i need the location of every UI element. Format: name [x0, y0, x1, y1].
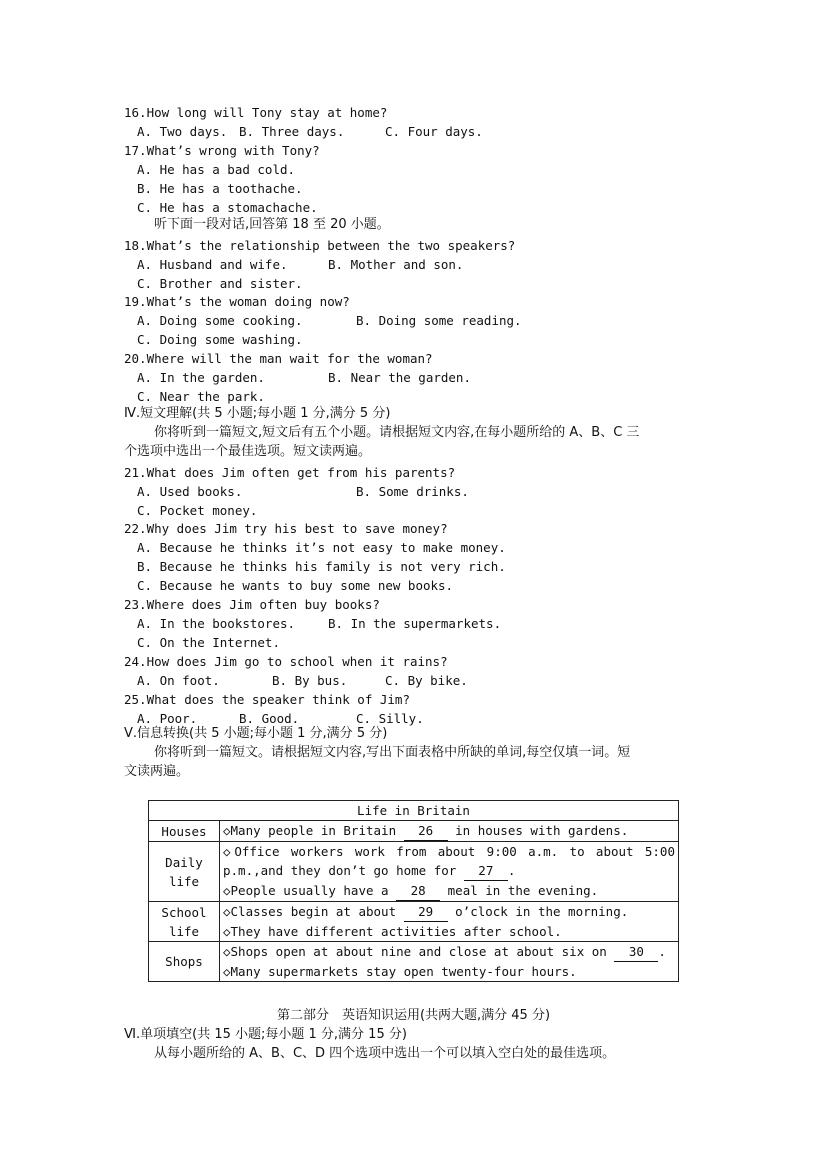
q23-option-b: B. In the supermarkets.: [328, 616, 502, 631]
q25-option-c: C. Silly.: [356, 711, 424, 726]
q24-option-a: A. On foot.: [137, 673, 220, 688]
q19-option-a: A. Doing some cooking.: [137, 313, 303, 328]
blank-27: 27: [464, 861, 508, 881]
blank-30: 30: [614, 942, 658, 962]
q18-option-b: B. Mother and son.: [328, 257, 464, 272]
question-25: 25.What does the speaker think of Jim?: [124, 692, 410, 707]
blank-29: 29: [404, 902, 448, 922]
q20-option-b: B. Near the garden.: [328, 370, 471, 385]
q25-option-a: A. Poor.: [137, 711, 198, 726]
table-title: Life in Britain: [149, 801, 679, 821]
q19-option-c: C. Doing some washing.: [137, 332, 303, 347]
q24-option-c: C. By bike.: [385, 673, 468, 688]
table-title-row: [149, 801, 679, 821]
section-5-heading: Ⅴ.信息转换(共 5 小题;每小题 1 分,满分 5 分): [124, 726, 388, 741]
school-life-label: School life: [149, 902, 220, 942]
blank-28: 28: [396, 881, 440, 901]
daily-life-cell: ◇Office workers work from about 9:00 a.m. to about 5:00 p.m.,and they don’t go home for 27 . ◇People usually have a 28 meal in the evening.: [220, 842, 679, 902]
section-6-heading: Ⅵ.单项填空(共 15 小题;每小题 1 分,满分 15 分): [124, 1027, 407, 1042]
table-row-houses: [149, 821, 679, 842]
q18-option-c: C. Brother and sister.: [137, 276, 303, 291]
q21-option-b: B. Some drinks.: [356, 484, 469, 499]
q23-option-a: A. In the bookstores.: [137, 616, 296, 631]
q19-option-b: B. Doing some reading.: [356, 313, 522, 328]
section-4-instruction-1: 你将听到一篇短文,短文后有五个小题。请根据短文内容,在每小题所给的 A、B、C 三: [154, 425, 640, 440]
q18-option-a: A. Husband and wife.: [137, 257, 288, 272]
shops-cell: ◇Shops open at about nine and close at about six on 30 . ◇Many supermarkets stay open twenty-four hours.: [220, 942, 679, 982]
q17-option-c: C. He has a stomachache.: [137, 200, 318, 215]
q21-option-a: A. Used books.: [137, 484, 243, 499]
dialog-instruction: 听下面一段对话,回答第 18 至 20 小题。: [154, 217, 390, 232]
q16-option-c: C. Four days.: [385, 124, 483, 139]
q22-option-c: C. Because he wants to buy some new books.: [137, 578, 454, 593]
question-18: 18.What’s the relationship between the two speakers?: [124, 238, 516, 253]
q20-option-a: A. In the garden.: [137, 370, 265, 385]
table-row-daily-life: [149, 842, 679, 902]
section-6-instruction: 从每小题所给的 A、B、C、D 四个选项中选出一个可以填入空白处的最佳选项。: [154, 1046, 616, 1061]
daily-life-label: Daily life: [149, 842, 220, 902]
question-16: 16.How long will Tony stay at home?: [124, 105, 388, 120]
q20-option-c: C. Near the park.: [137, 389, 265, 404]
question-22: 22.Why does Jim try his best to save money?: [124, 521, 448, 536]
question-17: 17.What’s wrong with Tony?: [124, 143, 320, 158]
q16-option-b: B. Three days.: [239, 124, 345, 139]
table-row-school-life: [149, 902, 679, 942]
q23-option-c: C. On the Internet.: [137, 635, 280, 650]
part-2-heading: 第二部分 英语知识运用(共两大题,满分 45 分): [276, 1008, 551, 1023]
q16-option-a: A. Two days.: [137, 124, 228, 139]
q17-option-b: B. He has a toothache.: [137, 181, 303, 196]
houses-label: Houses: [149, 821, 220, 842]
question-23: 23.Where does Jim often buy books?: [124, 597, 380, 612]
question-20: 20.Where will the man wait for the woman?: [124, 351, 433, 366]
section-5-instruction-2: 文读两遍。: [124, 764, 190, 779]
q25-option-b: B. Good.: [239, 711, 300, 726]
houses-cell: ◇Many people in Britain 26 in houses with gardens.: [220, 821, 679, 842]
q24-option-b: B. By bus.: [272, 673, 348, 688]
section-4-heading: Ⅳ.短文理解(共 5 小题;每小题 1 分,满分 5 分): [124, 406, 391, 421]
table-row-shops: [149, 942, 679, 982]
q22-option-b: B. Because he thinks his family is not very rich.: [137, 559, 506, 574]
question-24: 24.How does Jim go to school when it rains?: [124, 654, 448, 669]
q21-option-c: C. Pocket money.: [137, 503, 258, 518]
q17-option-a: A. He has a bad cold.: [137, 162, 296, 177]
question-21: 21.What does Jim often get from his parents?: [124, 465, 456, 480]
question-19: 19.What’s the woman doing now?: [124, 294, 350, 309]
shops-label: Shops: [149, 942, 220, 982]
q22-option-a: A. Because he thinks it’s not easy to make money.: [137, 540, 506, 555]
life-in-britain-table: [148, 800, 679, 982]
school-life-cell: ◇Classes begin at about 29 o’clock in the morning. ◇They have different activities after school.: [220, 902, 679, 942]
section-4-instruction-2: 个选项中选出一个最佳选项。短文读两遍。: [124, 444, 372, 459]
section-5-instruction-1: 你将听到一篇短文。请根据短文内容,写出下面表格中所缺的单词,每空仅填一词。短: [154, 745, 631, 760]
blank-26: 26: [404, 821, 448, 841]
